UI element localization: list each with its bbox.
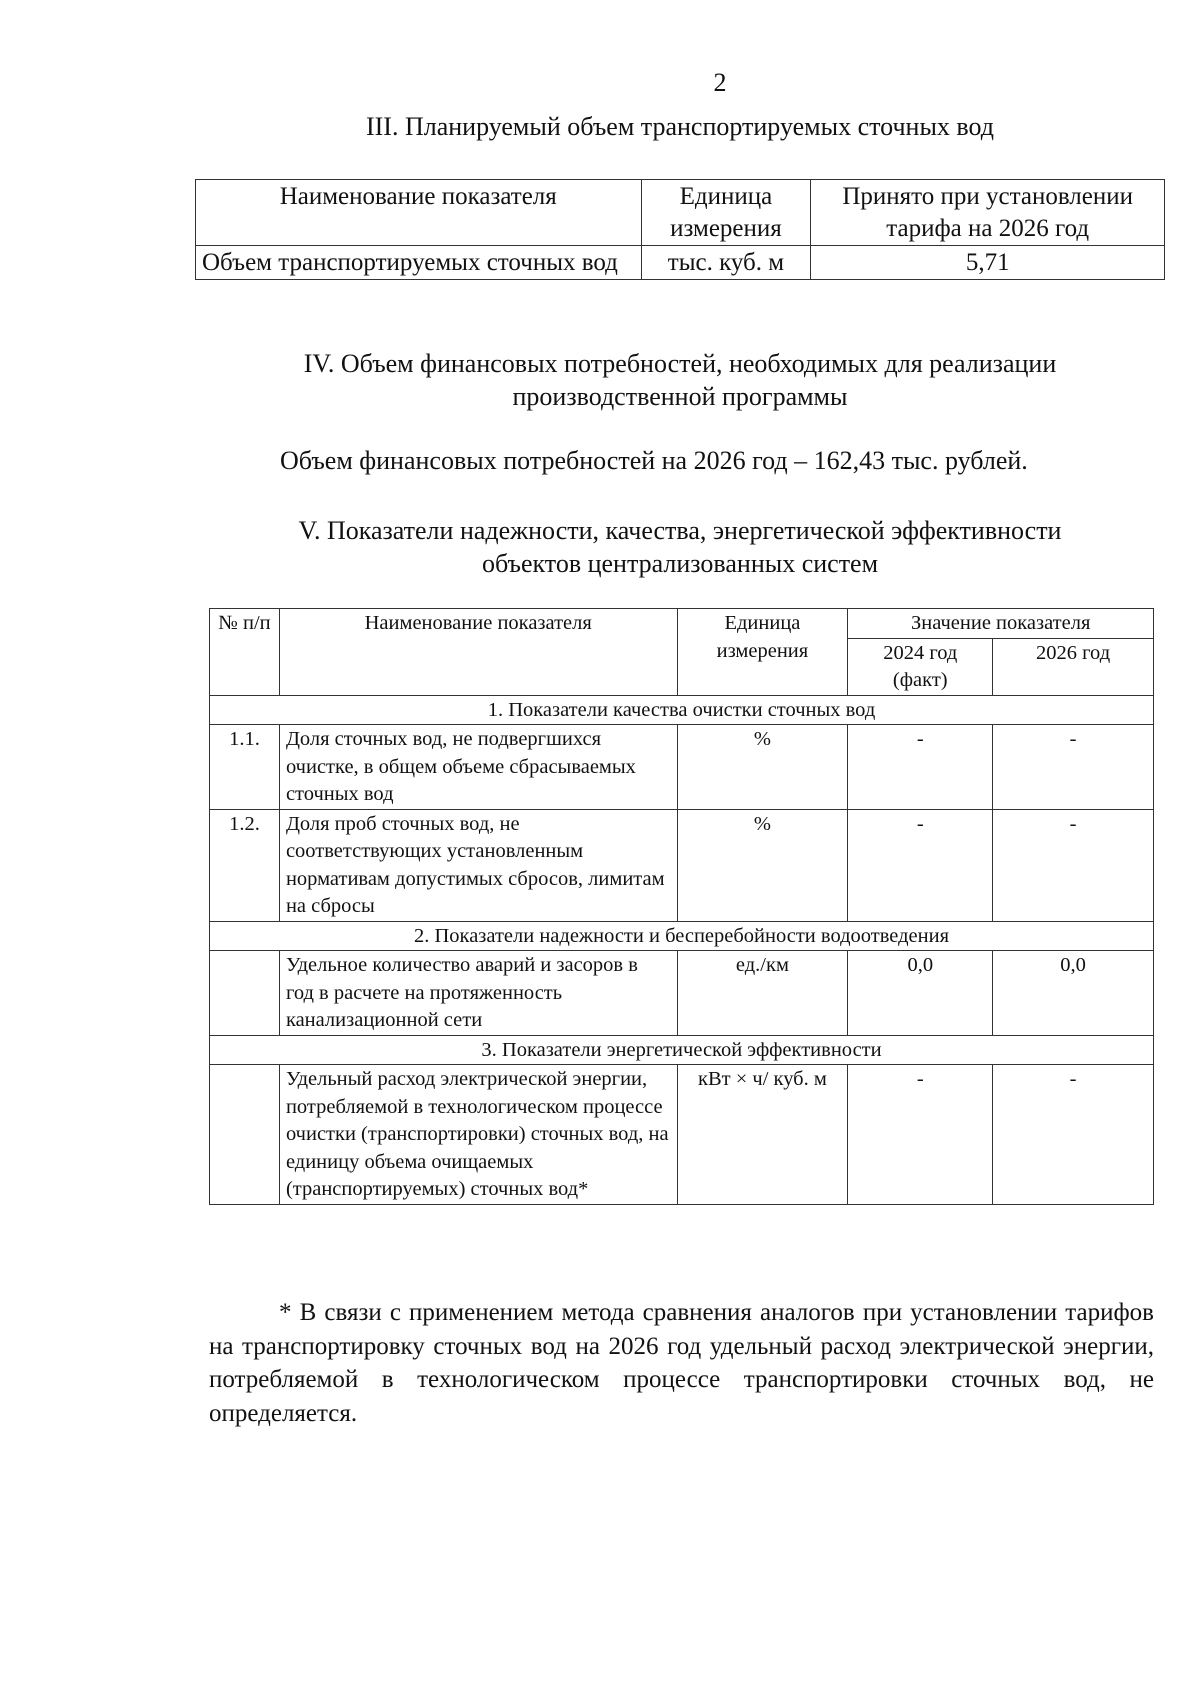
group-row <box>210 695 1154 725</box>
row-indicator: Удельный расход электрической энергии, потребляемой в технологическом процессе очистки (транспортировки) сточных вод, на единицу объема очищаемых (транспортируемых) сточных вод* <box>279 1065 677 1205</box>
financial-needs-text: Объем финансовых потребностей на 2026 год – 162,43 тыс. рублей. <box>280 446 1028 475</box>
header-indicator: Наименование показателя <box>279 609 677 696</box>
table-header-row <box>210 609 1154 639</box>
footnote: * В связи с применением метода сравнения аналогов при установлении тарифов на транспортировку сточных вод на 2026 год удельный расход электрической энергии, потребляемой в технологическом процессе транспортировки сточных вод, не определяется. <box>209 1299 1154 1427</box>
section5-title <box>80 514 1200 580</box>
row-number: 1.1. <box>210 725 280 810</box>
group-row <box>210 1035 1154 1065</box>
header-indicator: Наименование показателя <box>196 180 642 246</box>
header-2024: 2024 год (факт) <box>848 638 993 695</box>
group-energy: 3. Показатели энергетической эффективности <box>210 1035 1154 1065</box>
header-number: № п/п <box>210 609 280 696</box>
header-value: Значение показателя <box>848 609 1154 639</box>
group-row <box>210 921 1154 951</box>
row-value-2026: - <box>993 1065 1154 1205</box>
row-unit: % <box>677 725 848 810</box>
row-number <box>210 951 280 1036</box>
table-row <box>210 951 1154 1036</box>
row-indicator: Доля проб сточных вод, не соответствующих установленным нормативам допустимых сбросов, лимитам на сбросы <box>279 809 677 921</box>
indicators-table <box>209 608 1154 1205</box>
unit-value: тыс. куб. м <box>641 246 811 280</box>
planned-volume-table <box>195 179 1165 280</box>
header-unit: Единица измерения <box>641 180 811 246</box>
section4-title-line1: IV. Объем финансовых потребностей, необходимых для реализации <box>303 349 1057 378</box>
section4-title <box>80 347 1200 413</box>
page-number: 2 <box>713 68 727 97</box>
row-value-2026: - <box>993 725 1154 810</box>
group-reliability: 2. Показатели надежности и бесперебойности водоотведения <box>210 921 1154 951</box>
table-row <box>196 246 1165 280</box>
table-header-row <box>196 180 1165 246</box>
indicator-name: Объем транспортируемых сточных вод <box>196 246 642 280</box>
row-unit: % <box>677 809 848 921</box>
row-value-2026: - <box>993 809 1154 921</box>
row-value-2024: - <box>848 725 993 810</box>
row-indicator: Доля сточных вод, не подвергшихся очистке, в общем объеме сбрасываемых сточных вод <box>279 725 677 810</box>
table-row <box>210 725 1154 810</box>
table-row <box>210 1065 1154 1205</box>
accepted-value: 5,71 <box>811 246 1165 280</box>
row-value-2024: 0,0 <box>848 951 993 1036</box>
row-indicator: Удельное количество аварий и засоров в год в расчете на протяженность канализационной сети <box>279 951 677 1036</box>
group-quality: 1. Показатели качества очистки сточных вод <box>210 695 1154 725</box>
row-number: 1.2. <box>210 809 280 921</box>
section5-title-line1: V. Показатели надежности, качества, энергетической эффективности <box>298 516 1062 545</box>
section4-title-line2: производственной программы <box>512 382 848 411</box>
table-row <box>210 809 1154 921</box>
header-unit: Единица измерения <box>677 609 848 696</box>
row-unit: ед./км <box>677 951 848 1036</box>
row-value-2026: 0,0 <box>993 951 1154 1036</box>
header-2026: 2026 год <box>993 638 1154 695</box>
row-value-2024: - <box>848 1065 993 1205</box>
section3-title: III. Планируемый объем транспортируемых сточных вод <box>365 112 995 141</box>
row-value-2024: - <box>848 809 993 921</box>
header-accepted: Принято при установлении тарифа на 2026 год <box>811 180 1165 246</box>
row-unit: кВт × ч/ куб. м <box>677 1065 848 1205</box>
row-number <box>210 1065 280 1205</box>
section5-title-line2: объектов централизованных систем <box>481 549 879 578</box>
